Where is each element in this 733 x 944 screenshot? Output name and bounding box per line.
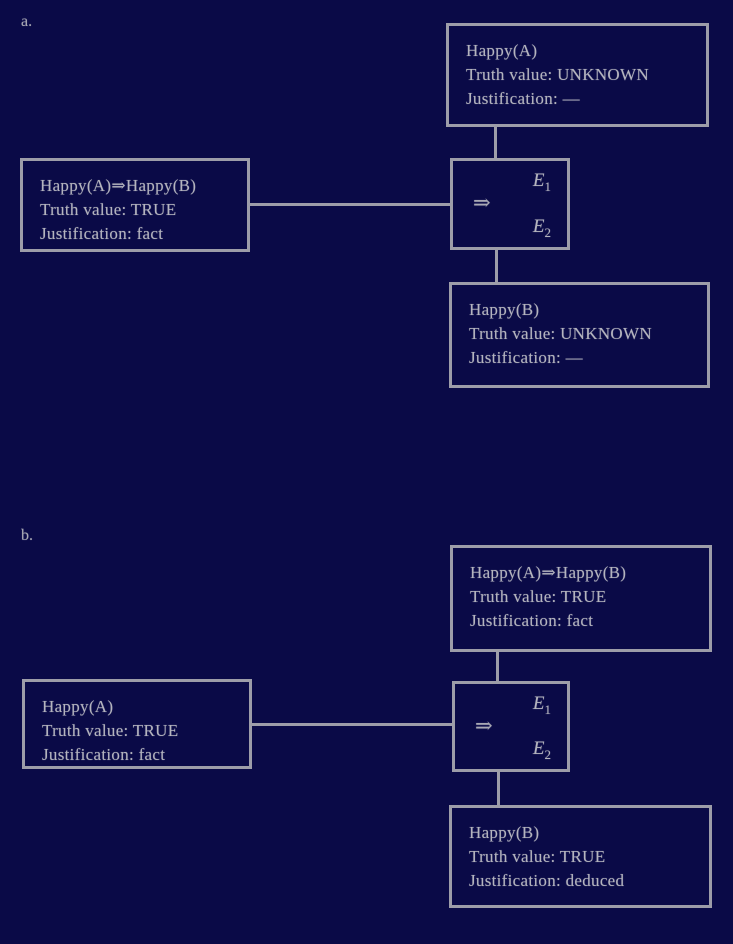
panel-a-connector-bottom bbox=[495, 250, 498, 282]
e2-subscript: 2 bbox=[544, 224, 551, 240]
panel-b-rule-node bbox=[450, 545, 712, 652]
panel-a-connector-left bbox=[250, 203, 450, 206]
node-assertion: Happy(B) bbox=[469, 823, 540, 842]
node-truth-value: Truth value: TRUE bbox=[469, 847, 606, 866]
node-assertion: Happy(A) bbox=[466, 41, 538, 60]
e1-subscript: 1 bbox=[544, 178, 551, 194]
node-truth-value: Truth value: UNKNOWN bbox=[469, 324, 652, 343]
panel-b-connector-left bbox=[252, 723, 452, 726]
node-truth-value: Truth value: TRUE bbox=[470, 587, 607, 606]
node-assertion: Happy(A)⇒Happy(B) bbox=[40, 176, 197, 195]
node-truth-value: Truth value: TRUE bbox=[42, 721, 179, 740]
panel-a-label: a. bbox=[21, 13, 33, 30]
panel-b-connector-bottom bbox=[497, 772, 500, 805]
expression-e1-label bbox=[533, 693, 551, 715]
node-justification: Justification: deduced bbox=[469, 871, 625, 890]
node-truth-value: Truth value: UNKNOWN bbox=[466, 65, 649, 84]
panel-a-antecedent-node bbox=[446, 23, 709, 127]
expression-e1-label bbox=[533, 170, 551, 192]
panel-b-conclusion-node bbox=[449, 805, 712, 908]
expression-e2-label bbox=[533, 738, 551, 760]
panel-a-justification-box bbox=[450, 158, 570, 250]
node-justification: Justification: fact bbox=[470, 611, 594, 630]
e2-base: E bbox=[532, 216, 545, 237]
panel-a-connector-top bbox=[494, 127, 497, 158]
panel-a-rule-node bbox=[20, 158, 250, 252]
e1-subscript: 1 bbox=[544, 701, 551, 717]
e1-base: E bbox=[532, 170, 545, 191]
node-justification: Justification: — bbox=[469, 348, 583, 367]
panel-a-conclusion-node bbox=[449, 282, 710, 388]
node-justification: Justification: — bbox=[466, 89, 580, 108]
panel-b-label: b. bbox=[21, 527, 33, 544]
e2-base: E bbox=[532, 738, 545, 759]
panel-b-connector-top bbox=[496, 652, 499, 681]
node-truth-value: Truth value: TRUE bbox=[40, 200, 177, 219]
node-assertion: Happy(B) bbox=[469, 300, 540, 319]
node-assertion: Happy(A) bbox=[42, 697, 114, 716]
implies-arrow-icon: ⇒ bbox=[475, 713, 493, 737]
node-assertion: Happy(A)⇒Happy(B) bbox=[470, 563, 627, 582]
panel-b-antecedent-node bbox=[22, 679, 252, 769]
node-justification: Justification: fact bbox=[42, 745, 166, 764]
e2-subscript: 2 bbox=[544, 746, 551, 762]
e1-base: E bbox=[532, 693, 545, 714]
implies-arrow-icon: ⇒ bbox=[473, 190, 491, 215]
panel-b-justification-box bbox=[452, 681, 570, 772]
node-justification: Justification: fact bbox=[40, 224, 164, 243]
expression-e2-label bbox=[533, 216, 551, 238]
